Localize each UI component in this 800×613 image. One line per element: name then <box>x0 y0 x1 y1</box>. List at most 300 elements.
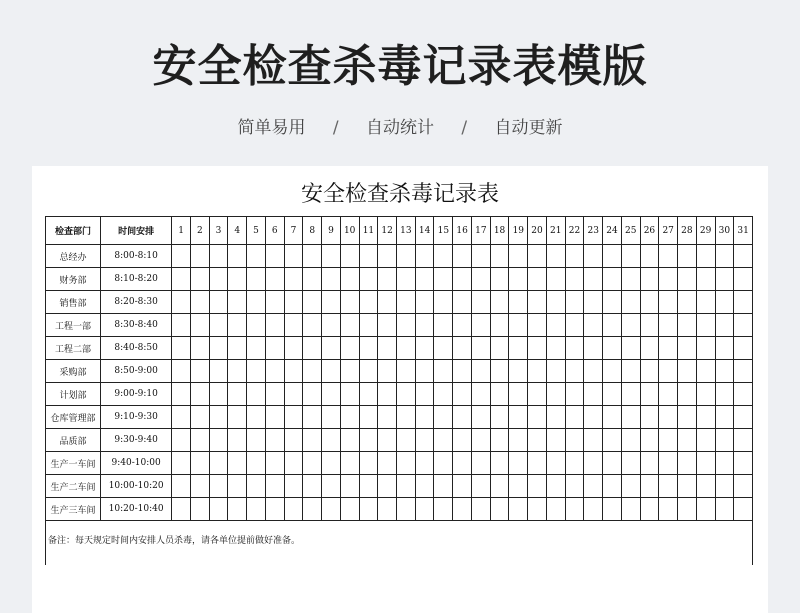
check-cell[interactable] <box>565 475 584 498</box>
check-cell[interactable] <box>546 498 565 521</box>
check-cell[interactable] <box>228 429 247 452</box>
check-cell[interactable] <box>190 291 209 314</box>
check-cell[interactable] <box>247 452 266 475</box>
check-cell[interactable] <box>397 498 416 521</box>
check-cell[interactable] <box>265 475 284 498</box>
check-cell[interactable] <box>678 360 697 383</box>
check-cell[interactable] <box>546 360 565 383</box>
check-cell[interactable] <box>509 475 528 498</box>
check-cell[interactable] <box>340 452 359 475</box>
check-cell[interactable] <box>453 452 472 475</box>
check-cell[interactable] <box>734 268 753 291</box>
check-cell[interactable] <box>696 406 715 429</box>
check-cell[interactable] <box>209 498 228 521</box>
check-cell[interactable] <box>172 268 191 291</box>
check-cell[interactable] <box>603 291 622 314</box>
check-cell[interactable] <box>471 360 490 383</box>
check-cell[interactable] <box>322 452 341 475</box>
check-cell[interactable] <box>322 268 341 291</box>
check-cell[interactable] <box>303 360 322 383</box>
check-cell[interactable] <box>190 360 209 383</box>
check-cell[interactable] <box>209 268 228 291</box>
check-cell[interactable] <box>471 337 490 360</box>
check-cell[interactable] <box>621 337 640 360</box>
check-cell[interactable] <box>190 314 209 337</box>
check-cell[interactable] <box>265 383 284 406</box>
check-cell[interactable] <box>172 383 191 406</box>
check-cell[interactable] <box>603 406 622 429</box>
check-cell[interactable] <box>584 360 603 383</box>
check-cell[interactable] <box>359 291 378 314</box>
check-cell[interactable] <box>696 314 715 337</box>
check-cell[interactable] <box>603 337 622 360</box>
check-cell[interactable] <box>734 429 753 452</box>
check-cell[interactable] <box>322 245 341 268</box>
check-cell[interactable] <box>322 406 341 429</box>
check-cell[interactable] <box>209 337 228 360</box>
check-cell[interactable] <box>678 406 697 429</box>
check-cell[interactable] <box>415 452 434 475</box>
check-cell[interactable] <box>659 383 678 406</box>
check-cell[interactable] <box>247 337 266 360</box>
check-cell[interactable] <box>490 337 509 360</box>
check-cell[interactable] <box>640 498 659 521</box>
check-cell[interactable] <box>490 475 509 498</box>
check-cell[interactable] <box>340 314 359 337</box>
check-cell[interactable] <box>565 429 584 452</box>
check-cell[interactable] <box>397 452 416 475</box>
check-cell[interactable] <box>565 360 584 383</box>
check-cell[interactable] <box>415 429 434 452</box>
check-cell[interactable] <box>209 245 228 268</box>
check-cell[interactable] <box>696 245 715 268</box>
check-cell[interactable] <box>734 337 753 360</box>
check-cell[interactable] <box>546 475 565 498</box>
check-cell[interactable] <box>546 452 565 475</box>
check-cell[interactable] <box>228 360 247 383</box>
check-cell[interactable] <box>565 452 584 475</box>
check-cell[interactable] <box>696 452 715 475</box>
check-cell[interactable] <box>209 314 228 337</box>
check-cell[interactable] <box>209 475 228 498</box>
check-cell[interactable] <box>209 291 228 314</box>
check-cell[interactable] <box>471 291 490 314</box>
check-cell[interactable] <box>715 314 734 337</box>
check-cell[interactable] <box>397 360 416 383</box>
check-cell[interactable] <box>415 314 434 337</box>
check-cell[interactable] <box>397 406 416 429</box>
check-cell[interactable] <box>659 337 678 360</box>
check-cell[interactable] <box>340 475 359 498</box>
check-cell[interactable] <box>565 245 584 268</box>
check-cell[interactable] <box>415 245 434 268</box>
check-cell[interactable] <box>678 475 697 498</box>
check-cell[interactable] <box>678 245 697 268</box>
check-cell[interactable] <box>509 406 528 429</box>
check-cell[interactable] <box>434 245 453 268</box>
check-cell[interactable] <box>696 429 715 452</box>
check-cell[interactable] <box>640 291 659 314</box>
check-cell[interactable] <box>546 383 565 406</box>
check-cell[interactable] <box>471 268 490 291</box>
check-cell[interactable] <box>471 314 490 337</box>
check-cell[interactable] <box>340 268 359 291</box>
check-cell[interactable] <box>340 337 359 360</box>
check-cell[interactable] <box>490 429 509 452</box>
check-cell[interactable] <box>659 268 678 291</box>
check-cell[interactable] <box>509 383 528 406</box>
check-cell[interactable] <box>378 245 397 268</box>
check-cell[interactable] <box>209 406 228 429</box>
check-cell[interactable] <box>565 498 584 521</box>
check-cell[interactable] <box>453 360 472 383</box>
check-cell[interactable] <box>190 383 209 406</box>
check-cell[interactable] <box>678 291 697 314</box>
check-cell[interactable] <box>228 245 247 268</box>
check-cell[interactable] <box>284 291 303 314</box>
check-cell[interactable] <box>509 429 528 452</box>
check-cell[interactable] <box>209 452 228 475</box>
check-cell[interactable] <box>490 314 509 337</box>
check-cell[interactable] <box>584 383 603 406</box>
check-cell[interactable] <box>453 314 472 337</box>
check-cell[interactable] <box>640 452 659 475</box>
check-cell[interactable] <box>640 406 659 429</box>
check-cell[interactable] <box>172 498 191 521</box>
check-cell[interactable] <box>603 314 622 337</box>
check-cell[interactable] <box>322 337 341 360</box>
check-cell[interactable] <box>228 475 247 498</box>
check-cell[interactable] <box>322 360 341 383</box>
check-cell[interactable] <box>715 452 734 475</box>
check-cell[interactable] <box>621 475 640 498</box>
check-cell[interactable] <box>621 360 640 383</box>
check-cell[interactable] <box>359 429 378 452</box>
check-cell[interactable] <box>303 498 322 521</box>
check-cell[interactable] <box>340 406 359 429</box>
check-cell[interactable] <box>190 245 209 268</box>
check-cell[interactable] <box>340 360 359 383</box>
check-cell[interactable] <box>284 429 303 452</box>
check-cell[interactable] <box>453 268 472 291</box>
check-cell[interactable] <box>546 406 565 429</box>
check-cell[interactable] <box>565 314 584 337</box>
check-cell[interactable] <box>640 383 659 406</box>
check-cell[interactable] <box>415 406 434 429</box>
check-cell[interactable] <box>584 498 603 521</box>
check-cell[interactable] <box>322 475 341 498</box>
check-cell[interactable] <box>696 475 715 498</box>
check-cell[interactable] <box>453 383 472 406</box>
check-cell[interactable] <box>490 383 509 406</box>
check-cell[interactable] <box>434 498 453 521</box>
check-cell[interactable] <box>715 498 734 521</box>
check-cell[interactable] <box>209 360 228 383</box>
check-cell[interactable] <box>659 475 678 498</box>
check-cell[interactable] <box>284 475 303 498</box>
check-cell[interactable] <box>378 383 397 406</box>
check-cell[interactable] <box>303 291 322 314</box>
check-cell[interactable] <box>378 406 397 429</box>
check-cell[interactable] <box>640 360 659 383</box>
check-cell[interactable] <box>209 383 228 406</box>
check-cell[interactable] <box>565 337 584 360</box>
check-cell[interactable] <box>190 475 209 498</box>
check-cell[interactable] <box>397 383 416 406</box>
check-cell[interactable] <box>565 383 584 406</box>
check-cell[interactable] <box>621 429 640 452</box>
check-cell[interactable] <box>434 429 453 452</box>
check-cell[interactable] <box>247 360 266 383</box>
check-cell[interactable] <box>322 498 341 521</box>
check-cell[interactable] <box>584 452 603 475</box>
check-cell[interactable] <box>734 314 753 337</box>
check-cell[interactable] <box>509 498 528 521</box>
check-cell[interactable] <box>621 498 640 521</box>
check-cell[interactable] <box>434 383 453 406</box>
check-cell[interactable] <box>528 429 547 452</box>
check-cell[interactable] <box>359 475 378 498</box>
check-cell[interactable] <box>509 291 528 314</box>
check-cell[interactable] <box>378 429 397 452</box>
check-cell[interactable] <box>546 337 565 360</box>
check-cell[interactable] <box>415 268 434 291</box>
check-cell[interactable] <box>340 245 359 268</box>
check-cell[interactable] <box>528 406 547 429</box>
check-cell[interactable] <box>190 429 209 452</box>
check-cell[interactable] <box>621 291 640 314</box>
check-cell[interactable] <box>303 245 322 268</box>
check-cell[interactable] <box>678 383 697 406</box>
check-cell[interactable] <box>696 360 715 383</box>
check-cell[interactable] <box>434 291 453 314</box>
check-cell[interactable] <box>359 383 378 406</box>
check-cell[interactable] <box>434 452 453 475</box>
check-cell[interactable] <box>190 498 209 521</box>
check-cell[interactable] <box>528 337 547 360</box>
check-cell[interactable] <box>734 498 753 521</box>
check-cell[interactable] <box>434 314 453 337</box>
check-cell[interactable] <box>678 314 697 337</box>
check-cell[interactable] <box>284 406 303 429</box>
check-cell[interactable] <box>584 268 603 291</box>
check-cell[interactable] <box>509 337 528 360</box>
check-cell[interactable] <box>565 406 584 429</box>
check-cell[interactable] <box>490 291 509 314</box>
check-cell[interactable] <box>640 268 659 291</box>
check-cell[interactable] <box>528 452 547 475</box>
check-cell[interactable] <box>640 314 659 337</box>
check-cell[interactable] <box>546 429 565 452</box>
check-cell[interactable] <box>303 268 322 291</box>
check-cell[interactable] <box>397 245 416 268</box>
check-cell[interactable] <box>434 360 453 383</box>
check-cell[interactable] <box>415 475 434 498</box>
check-cell[interactable] <box>340 429 359 452</box>
check-cell[interactable] <box>228 291 247 314</box>
check-cell[interactable] <box>172 406 191 429</box>
check-cell[interactable] <box>359 452 378 475</box>
check-cell[interactable] <box>453 475 472 498</box>
check-cell[interactable] <box>621 268 640 291</box>
check-cell[interactable] <box>715 429 734 452</box>
check-cell[interactable] <box>528 268 547 291</box>
check-cell[interactable] <box>378 337 397 360</box>
check-cell[interactable] <box>659 314 678 337</box>
check-cell[interactable] <box>678 268 697 291</box>
check-cell[interactable] <box>303 406 322 429</box>
check-cell[interactable] <box>397 475 416 498</box>
check-cell[interactable] <box>322 314 341 337</box>
check-cell[interactable] <box>415 337 434 360</box>
check-cell[interactable] <box>696 337 715 360</box>
check-cell[interactable] <box>378 498 397 521</box>
check-cell[interactable] <box>378 314 397 337</box>
check-cell[interactable] <box>172 475 191 498</box>
check-cell[interactable] <box>322 291 341 314</box>
check-cell[interactable] <box>621 406 640 429</box>
check-cell[interactable] <box>415 383 434 406</box>
check-cell[interactable] <box>734 291 753 314</box>
check-cell[interactable] <box>659 406 678 429</box>
check-cell[interactable] <box>265 268 284 291</box>
check-cell[interactable] <box>715 337 734 360</box>
check-cell[interactable] <box>734 245 753 268</box>
check-cell[interactable] <box>453 406 472 429</box>
check-cell[interactable] <box>603 360 622 383</box>
check-cell[interactable] <box>265 337 284 360</box>
check-cell[interactable] <box>490 498 509 521</box>
check-cell[interactable] <box>509 360 528 383</box>
check-cell[interactable] <box>603 429 622 452</box>
check-cell[interactable] <box>528 314 547 337</box>
check-cell[interactable] <box>528 383 547 406</box>
check-cell[interactable] <box>284 452 303 475</box>
check-cell[interactable] <box>378 268 397 291</box>
check-cell[interactable] <box>265 452 284 475</box>
check-cell[interactable] <box>172 337 191 360</box>
check-cell[interactable] <box>640 337 659 360</box>
check-cell[interactable] <box>303 452 322 475</box>
check-cell[interactable] <box>247 314 266 337</box>
check-cell[interactable] <box>247 406 266 429</box>
check-cell[interactable] <box>397 268 416 291</box>
check-cell[interactable] <box>265 498 284 521</box>
check-cell[interactable] <box>434 475 453 498</box>
check-cell[interactable] <box>490 406 509 429</box>
check-cell[interactable] <box>247 475 266 498</box>
check-cell[interactable] <box>696 291 715 314</box>
check-cell[interactable] <box>696 268 715 291</box>
check-cell[interactable] <box>509 452 528 475</box>
check-cell[interactable] <box>603 475 622 498</box>
check-cell[interactable] <box>228 337 247 360</box>
check-cell[interactable] <box>715 291 734 314</box>
check-cell[interactable] <box>378 475 397 498</box>
check-cell[interactable] <box>247 429 266 452</box>
check-cell[interactable] <box>190 406 209 429</box>
check-cell[interactable] <box>228 452 247 475</box>
check-cell[interactable] <box>284 245 303 268</box>
check-cell[interactable] <box>265 291 284 314</box>
check-cell[interactable] <box>490 245 509 268</box>
check-cell[interactable] <box>490 452 509 475</box>
check-cell[interactable] <box>247 245 266 268</box>
check-cell[interactable] <box>378 360 397 383</box>
check-cell[interactable] <box>734 475 753 498</box>
check-cell[interactable] <box>584 314 603 337</box>
check-cell[interactable] <box>265 314 284 337</box>
check-cell[interactable] <box>490 268 509 291</box>
check-cell[interactable] <box>190 452 209 475</box>
check-cell[interactable] <box>172 245 191 268</box>
check-cell[interactable] <box>303 475 322 498</box>
check-cell[interactable] <box>415 498 434 521</box>
check-cell[interactable] <box>471 498 490 521</box>
check-cell[interactable] <box>471 475 490 498</box>
check-cell[interactable] <box>303 383 322 406</box>
check-cell[interactable] <box>565 291 584 314</box>
check-cell[interactable] <box>322 429 341 452</box>
check-cell[interactable] <box>397 429 416 452</box>
check-cell[interactable] <box>696 498 715 521</box>
check-cell[interactable] <box>359 268 378 291</box>
check-cell[interactable] <box>528 291 547 314</box>
check-cell[interactable] <box>284 360 303 383</box>
check-cell[interactable] <box>546 291 565 314</box>
check-cell[interactable] <box>509 245 528 268</box>
check-cell[interactable] <box>172 429 191 452</box>
check-cell[interactable] <box>659 452 678 475</box>
check-cell[interactable] <box>247 383 266 406</box>
check-cell[interactable] <box>415 291 434 314</box>
check-cell[interactable] <box>546 245 565 268</box>
check-cell[interactable] <box>659 429 678 452</box>
check-cell[interactable] <box>546 314 565 337</box>
check-cell[interactable] <box>172 291 191 314</box>
check-cell[interactable] <box>659 498 678 521</box>
check-cell[interactable] <box>247 268 266 291</box>
check-cell[interactable] <box>284 268 303 291</box>
check-cell[interactable] <box>359 245 378 268</box>
check-cell[interactable] <box>715 406 734 429</box>
check-cell[interactable] <box>734 406 753 429</box>
check-cell[interactable] <box>603 383 622 406</box>
check-cell[interactable] <box>415 360 434 383</box>
check-cell[interactable] <box>434 268 453 291</box>
check-cell[interactable] <box>322 383 341 406</box>
check-cell[interactable] <box>284 337 303 360</box>
check-cell[interactable] <box>228 498 247 521</box>
check-cell[interactable] <box>471 429 490 452</box>
check-cell[interactable] <box>528 360 547 383</box>
check-cell[interactable] <box>172 452 191 475</box>
check-cell[interactable] <box>528 245 547 268</box>
check-cell[interactable] <box>621 245 640 268</box>
check-cell[interactable] <box>584 406 603 429</box>
check-cell[interactable] <box>603 498 622 521</box>
check-cell[interactable] <box>359 406 378 429</box>
check-cell[interactable] <box>565 268 584 291</box>
check-cell[interactable] <box>471 383 490 406</box>
check-cell[interactable] <box>715 268 734 291</box>
check-cell[interactable] <box>584 291 603 314</box>
check-cell[interactable] <box>359 360 378 383</box>
check-cell[interactable] <box>209 429 228 452</box>
check-cell[interactable] <box>359 498 378 521</box>
check-cell[interactable] <box>621 452 640 475</box>
check-cell[interactable] <box>678 498 697 521</box>
